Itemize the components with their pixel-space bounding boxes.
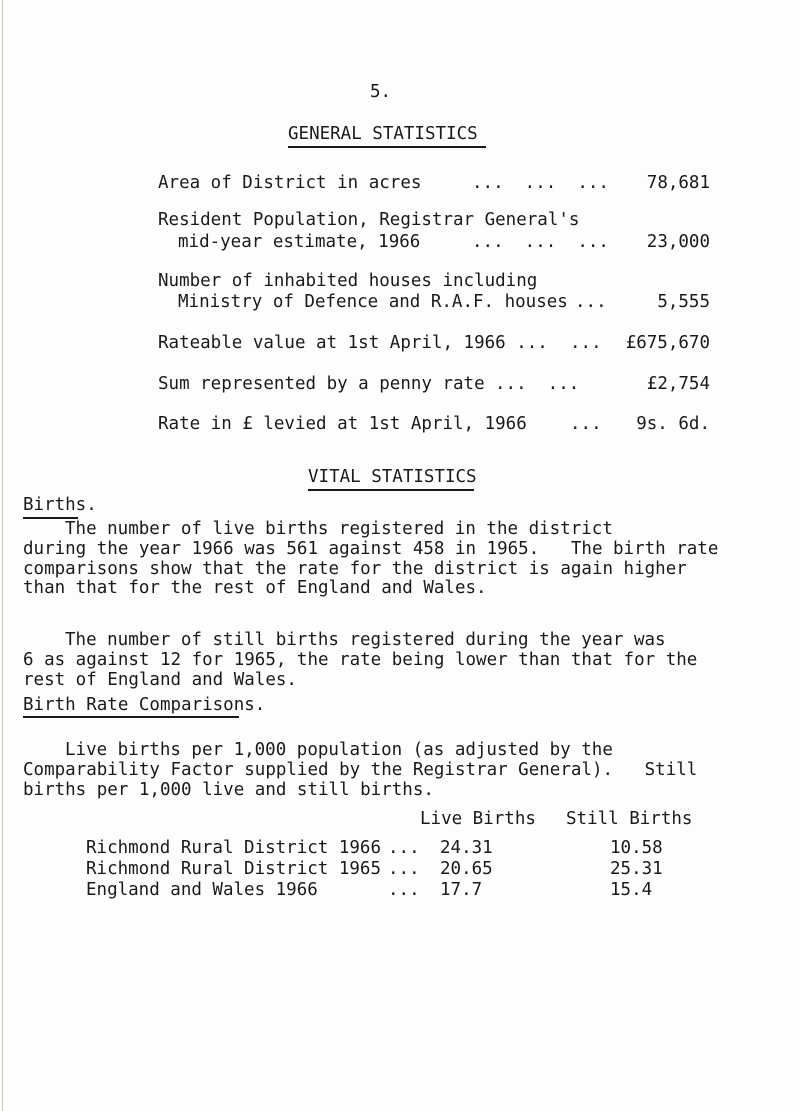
stat-value: 5,555 [657,292,710,312]
live-births-value: 17.7 [440,880,483,900]
stat-label: Ministry of Defence and R.A.F. houses [178,292,568,312]
stat-label: Rate in £ levied at 1st April, 1966 [158,414,527,434]
vital-statistics-heading: VITAL STATISTICS [308,467,477,487]
para-line: than that for the rest of England and Wales. [23,578,487,598]
comparisons-paragraph [65,741,613,761]
row-leader: ... [388,838,420,858]
row-leader: ... [388,859,420,879]
para-line: 6 as against 12 for 1965, the rate being lower than that for the [23,650,698,670]
stat-value: 78,681 [646,173,710,193]
births-paragraph [65,520,613,540]
page-number: 5. [370,82,392,102]
still-births-value: 25.31 [610,859,663,879]
row-label: Richmond Rural District 1966 [86,838,382,858]
stat-label: mid-year estimate, 1966 [178,232,421,252]
para-line: Comparability Factor supplied by the Registrar General). Still [23,760,698,780]
comparisons-paragraph-cont [23,761,697,800]
stat-leader: ... ... ... [472,173,609,193]
stat-label: Rateable value at 1st April, 1966 ... [158,333,548,353]
stat-label-line1: Resident Population, Registrar General's [158,210,580,230]
stat-value: £675,670 [625,333,710,353]
col-header-still-births: Still Births [566,809,693,829]
general-statistics-heading: GENERAL STATISTICS [288,124,478,144]
stat-leader: ... ... ... [472,232,609,252]
para-line: comparisons show that the rate for the district is again higher [23,558,687,579]
para-line: The number of still births registered during the year was [65,630,666,650]
births-paragraph-cont [23,540,718,599]
para-line: The number of live births registered in the district [65,519,613,539]
para-line: during the year 1966 was 561 against 458 in 1965. The birth rate [23,539,719,559]
stat-leader: ... [570,414,602,434]
still-births-paragraph [65,631,666,651]
live-births-value: 20.65 [440,859,493,879]
page-edge [2,0,3,1111]
col-header-live-births: Live Births [420,809,536,829]
still-births-value: 15.4 [610,880,653,900]
heading-underline [308,489,474,491]
stat-leader: ... [570,333,602,353]
births-heading: Births. [23,495,97,515]
stat-value: 23,000 [646,232,710,252]
stat-label: Sum represented by a penny rate [158,374,485,394]
still-births-paragraph-cont [23,651,697,690]
stat-leader: ... [575,292,607,312]
para-line: Live births per 1,000 population (as adjusted by the [65,740,613,760]
stat-value: 9s. 6d. [636,414,710,434]
live-births-value: 24.31 [440,838,493,858]
heading-underline [23,716,239,718]
row-leader: ... [388,880,420,900]
heading-underline [288,146,486,148]
para-line: births per 1,000 live and still births. [23,779,434,800]
birth-rate-comparisons-heading: Birth Rate Comparisons. [23,695,266,715]
still-births-value: 10.58 [610,838,663,858]
row-label: Richmond Rural District 1965 [86,859,382,879]
para-line: rest of England and Wales. [23,669,297,690]
stat-label-line1: Number of inhabited houses including [158,271,538,291]
stat-value: £2,754 [646,374,710,394]
stat-label: Area of District in acres [158,173,422,193]
row-label: England and Wales 1966 [86,880,318,900]
stat-leader: ... ... [495,374,580,394]
